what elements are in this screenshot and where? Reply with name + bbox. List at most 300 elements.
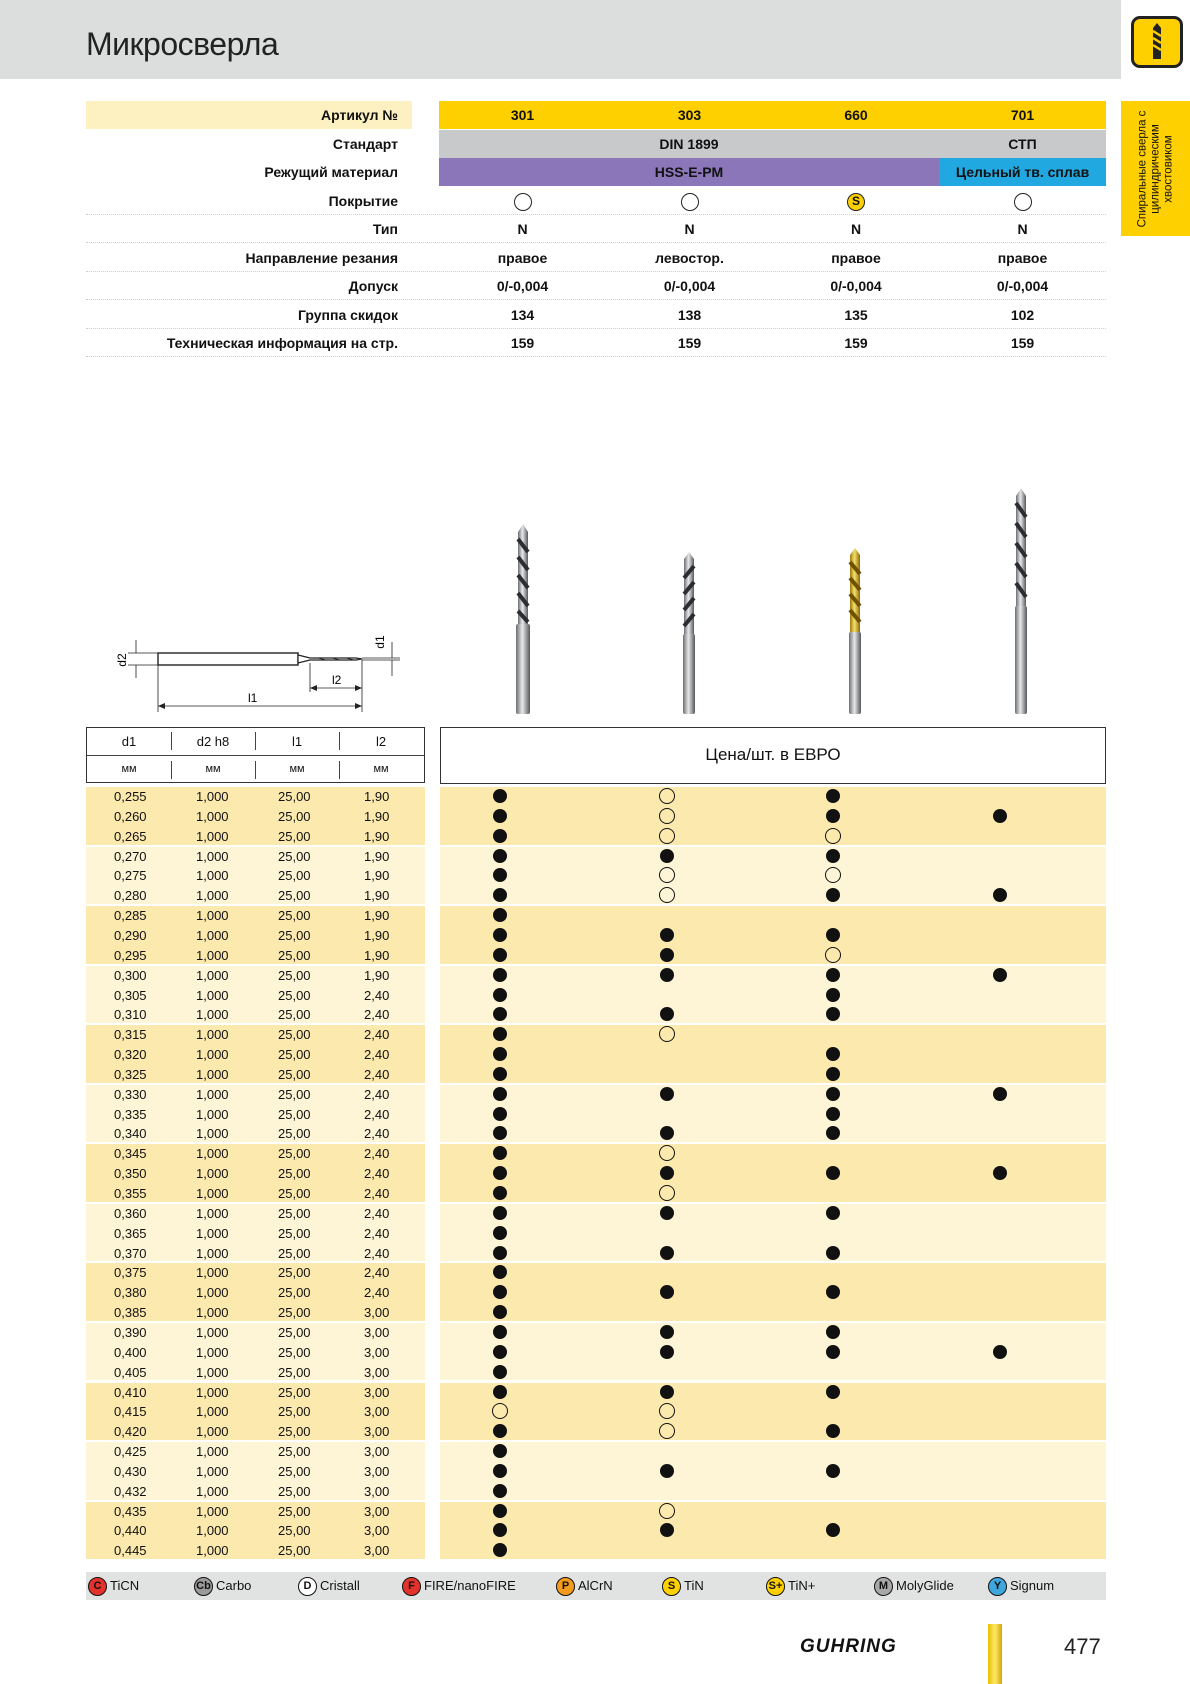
stock-available-icon[interactable] — [493, 1226, 507, 1240]
cell-l1: 25,00 — [278, 1523, 311, 1539]
side-category-tab[interactable] — [1121, 101, 1190, 236]
col-d2: d2 h8 — [196, 734, 230, 749]
type-row — [86, 215, 1106, 243]
stock-available-icon[interactable] — [493, 1146, 507, 1160]
coating-badge-icon: Y — [988, 1577, 1007, 1596]
cell-d2: 1,000 — [196, 927, 229, 943]
cell-d2: 1,000 — [196, 1543, 229, 1559]
stock-available-icon[interactable] — [826, 1206, 840, 1220]
stock-available-icon[interactable] — [493, 1484, 507, 1498]
stock-available-icon[interactable] — [493, 1365, 507, 1379]
available-on-request-icon[interactable] — [659, 1026, 675, 1042]
stock-available-icon[interactable] — [826, 1523, 840, 1537]
cell-d1: 0,435 — [114, 1503, 147, 1519]
cell-d1: 0,280 — [114, 888, 147, 904]
stock-available-icon[interactable] — [826, 988, 840, 1002]
stock-available-icon[interactable] — [493, 1345, 507, 1359]
stock-available-icon[interactable] — [660, 1325, 674, 1339]
cell-l2: 1,90 — [364, 808, 390, 824]
cell-l2: 2,40 — [364, 1225, 390, 1241]
cell-d2: 1,000 — [196, 868, 229, 884]
brand-logo: GUHRING — [800, 1636, 897, 1657]
cell-l2: 3,00 — [364, 1324, 390, 1340]
stock-available-icon[interactable] — [826, 968, 840, 982]
table-row — [86, 1263, 1106, 1282]
table-row — [86, 926, 1106, 945]
cell-d1: 0,405 — [114, 1364, 147, 1380]
stock-available-icon[interactable] — [826, 888, 840, 902]
stock-available-icon[interactable] — [660, 1345, 674, 1359]
cell-d1: 0,385 — [114, 1305, 147, 1321]
cell-d1: 0,270 — [114, 848, 147, 864]
cell-d1: 0,285 — [114, 908, 147, 924]
table-row — [86, 1462, 1106, 1481]
stock-available-icon[interactable] — [493, 1186, 507, 1200]
stock-available-icon[interactable] — [493, 1007, 507, 1021]
tech-info-label: Техническая информация на стр. — [166, 335, 398, 351]
cell-d1: 0,400 — [114, 1344, 147, 1360]
stock-available-icon[interactable] — [660, 1126, 674, 1140]
stock-available-icon[interactable] — [826, 1246, 840, 1260]
table-row — [86, 1541, 1106, 1560]
drill-301-image — [510, 524, 536, 716]
cell-l2: 3,00 — [364, 1503, 390, 1519]
cell-l2: 1,90 — [364, 848, 390, 864]
coating-none-icon — [514, 193, 532, 211]
drill-logo-icon — [1131, 16, 1183, 68]
standard-row — [86, 130, 1106, 158]
stock-available-icon[interactable] — [660, 968, 674, 982]
available-on-request-icon[interactable] — [825, 828, 841, 844]
cell-d2: 1,000 — [196, 1424, 229, 1440]
cell-d2: 1,000 — [196, 1106, 229, 1122]
table-row — [86, 1303, 1106, 1322]
stock-available-icon[interactable] — [993, 809, 1007, 823]
unit-l1: мм — [289, 763, 305, 775]
cell-l2: 1,90 — [364, 927, 390, 943]
article-660: 660 — [844, 107, 868, 123]
stock-available-icon[interactable] — [826, 928, 840, 942]
cell-d1: 0,430 — [114, 1463, 147, 1479]
cell-l1: 25,00 — [278, 1186, 311, 1201]
cell-l1: 25,00 — [278, 1086, 311, 1102]
stock-available-icon[interactable] — [826, 809, 840, 823]
available-on-request-icon[interactable] — [659, 1185, 675, 1201]
stock-available-icon[interactable] — [826, 1325, 840, 1339]
stock-available-icon[interactable] — [493, 1385, 507, 1399]
unit-d2: мм — [205, 763, 221, 775]
stock-available-icon[interactable] — [826, 1424, 840, 1438]
cell-l2: 3,00 — [364, 1305, 390, 1321]
stock-available-icon[interactable] — [660, 948, 674, 962]
cell-l2: 2,40 — [364, 1245, 390, 1261]
cell-l1: 25,00 — [278, 1146, 311, 1162]
cell-l1: 25,00 — [278, 1027, 311, 1043]
available-on-request-icon[interactable] — [659, 887, 675, 903]
cell-d2: 1,000 — [196, 1285, 229, 1301]
stock-available-icon[interactable] — [493, 1265, 507, 1279]
table-row — [86, 1105, 1106, 1124]
cell-d1: 0,425 — [114, 1444, 147, 1460]
discount-row — [86, 301, 1106, 329]
type-value: N — [850, 221, 862, 237]
cell-l2: 3,00 — [364, 1404, 390, 1420]
table-row — [86, 1204, 1106, 1223]
stock-available-icon[interactable] — [660, 1246, 674, 1260]
material-carbide: Цельный тв. сплав — [939, 158, 1106, 186]
direction-value: правое — [997, 250, 1048, 266]
table-row — [86, 1005, 1106, 1024]
unit-l2: мм — [373, 763, 389, 775]
cell-l2: 2,40 — [364, 1166, 390, 1182]
stock-available-icon[interactable] — [826, 1385, 840, 1399]
cell-d1: 0,320 — [114, 1047, 147, 1063]
stock-available-icon[interactable] — [493, 1067, 507, 1081]
cell-l1: 25,00 — [278, 1066, 311, 1082]
available-on-request-icon[interactable] — [659, 808, 675, 824]
available-on-request-icon[interactable] — [659, 788, 675, 804]
cell-l2: 2,40 — [364, 1146, 390, 1162]
side-category-label: Спиральные сверла с цилиндрическим хвостовиком — [1136, 110, 1174, 227]
cell-l1: 25,00 — [278, 1483, 311, 1499]
cell-d1: 0,295 — [114, 947, 147, 963]
cell-l1: 25,00 — [278, 1305, 311, 1321]
legend-item — [874, 1576, 954, 1596]
available-on-request-icon[interactable] — [659, 1145, 675, 1161]
article-301: 301 — [510, 107, 535, 123]
stock-available-icon[interactable] — [660, 1523, 674, 1537]
stock-available-icon[interactable] — [493, 1087, 507, 1101]
cell-d2: 1,000 — [196, 1066, 229, 1082]
stock-available-icon[interactable] — [660, 849, 674, 863]
cell-d2: 1,000 — [196, 1483, 229, 1499]
tolerance-value: 0/-0,004 — [496, 278, 549, 294]
price-header-label: Цена/шт. в ЕВРО — [705, 745, 841, 764]
cell-l2: 1,90 — [364, 888, 390, 904]
tech-info-row — [86, 329, 1106, 357]
cell-l1: 25,00 — [278, 1205, 311, 1221]
stock-available-icon[interactable] — [826, 1107, 840, 1121]
cell-d1: 0,265 — [114, 828, 147, 844]
tech-info-page-link[interactable]: 159 — [677, 335, 702, 351]
standard-label: Стандарт — [332, 136, 398, 152]
stock-available-icon[interactable] — [826, 1067, 840, 1081]
cell-l1: 25,00 — [278, 1166, 311, 1182]
available-on-request-icon[interactable] — [659, 1403, 675, 1419]
cell-l1: 25,00 — [278, 848, 311, 864]
table-row — [86, 886, 1106, 905]
cell-d2: 1,000 — [196, 1265, 229, 1281]
material-row — [86, 158, 1106, 186]
cell-l2: 3,00 — [364, 1364, 390, 1380]
coating-badge-icon: S — [662, 1577, 681, 1596]
available-on-request-icon[interactable] — [659, 1423, 675, 1439]
available-on-request-icon[interactable] — [825, 947, 841, 963]
cell-l1: 25,00 — [278, 1285, 311, 1301]
coating-badge-icon: P — [556, 1577, 575, 1596]
legend-item — [556, 1576, 613, 1596]
stock-available-icon[interactable] — [660, 1464, 674, 1478]
stock-available-icon[interactable] — [493, 1444, 507, 1458]
cell-d2: 1,000 — [196, 848, 229, 864]
cell-l1: 25,00 — [278, 1463, 311, 1479]
legend-label: Signum — [1010, 1578, 1055, 1593]
cell-d2: 1,000 — [196, 1186, 229, 1201]
stock-available-icon[interactable] — [493, 1504, 507, 1518]
stock-available-icon[interactable] — [493, 1305, 507, 1319]
coating-badge-icon: M — [874, 1577, 893, 1596]
stock-available-icon[interactable] — [993, 1087, 1007, 1101]
stock-available-icon[interactable] — [493, 968, 507, 982]
cell-l1: 25,00 — [278, 1106, 311, 1122]
stock-available-icon[interactable] — [660, 928, 674, 942]
stock-available-icon[interactable] — [660, 1285, 674, 1299]
cell-d1: 0,432 — [114, 1483, 147, 1499]
table-row — [86, 1521, 1106, 1540]
table-row — [86, 1283, 1106, 1302]
legend-item — [298, 1576, 360, 1596]
cell-d2: 1,000 — [196, 967, 229, 983]
cell-l1: 25,00 — [278, 1047, 311, 1063]
type-value: N — [1017, 221, 1028, 237]
stock-available-icon[interactable] — [493, 1464, 507, 1478]
cell-l2: 2,40 — [364, 1106, 390, 1122]
cell-d1: 0,335 — [114, 1106, 147, 1122]
table-row — [86, 1343, 1106, 1362]
stock-available-icon[interactable] — [493, 1543, 507, 1557]
tolerance-label: Допуск — [348, 278, 398, 294]
discount-value: 138 — [677, 307, 702, 323]
legend-label: MolyGlide — [896, 1578, 954, 1593]
legend-item — [766, 1576, 815, 1596]
cell-l2: 3,00 — [364, 1424, 390, 1440]
cell-d1: 0,300 — [114, 967, 147, 983]
table-row — [86, 1442, 1106, 1461]
table-row — [86, 1085, 1106, 1104]
stock-available-icon[interactable] — [993, 1345, 1007, 1359]
cell-d2: 1,000 — [196, 1364, 229, 1380]
cell-d2: 1,000 — [196, 828, 229, 844]
cell-l2: 2,40 — [364, 1007, 390, 1023]
table-row — [86, 1065, 1106, 1084]
stock-available-icon[interactable] — [493, 1126, 507, 1140]
article-303: 303 — [677, 107, 702, 123]
stock-available-icon[interactable] — [493, 849, 507, 863]
cell-l2: 1,90 — [364, 789, 390, 804]
tech-info-page-link[interactable]: 159 — [510, 335, 535, 351]
type-value: N — [684, 221, 695, 237]
cell-d1: 0,315 — [114, 1027, 147, 1043]
stock-available-icon[interactable] — [493, 868, 507, 882]
available-on-request-icon[interactable] — [659, 1503, 675, 1519]
stock-available-icon[interactable] — [826, 1126, 840, 1140]
table-row — [86, 966, 1106, 985]
cell-l2: 3,00 — [364, 1384, 390, 1400]
stock-available-icon[interactable] — [826, 1464, 840, 1478]
stock-available-icon[interactable] — [993, 1166, 1007, 1180]
article-row — [86, 101, 1106, 129]
stock-available-icon[interactable] — [993, 968, 1007, 982]
cell-d1: 0,325 — [114, 1066, 147, 1082]
cell-d2: 1,000 — [196, 808, 229, 824]
stock-available-icon[interactable] — [493, 908, 507, 922]
cell-l1: 25,00 — [278, 1245, 311, 1261]
coating-none-icon — [681, 193, 699, 211]
stock-available-icon[interactable] — [493, 809, 507, 823]
stock-available-icon[interactable] — [493, 948, 507, 962]
cell-l1: 25,00 — [278, 908, 311, 924]
cell-l2: 2,40 — [364, 1186, 390, 1201]
cell-l2: 2,40 — [364, 1027, 390, 1043]
stock-available-icon[interactable] — [826, 1087, 840, 1101]
coating-badge-icon: C — [88, 1577, 107, 1596]
table-row — [86, 787, 1106, 806]
cell-d1: 0,420 — [114, 1424, 147, 1440]
stock-available-icon[interactable] — [826, 789, 840, 803]
cell-l1: 25,00 — [278, 1503, 311, 1519]
cell-l1: 25,00 — [278, 868, 311, 884]
page-title: Микросверла — [86, 26, 279, 62]
cell-d1: 0,350 — [114, 1166, 147, 1182]
stock-available-icon[interactable] — [493, 1424, 507, 1438]
coating-row — [86, 187, 1106, 215]
stock-available-icon[interactable] — [493, 1325, 507, 1339]
table-row — [86, 1363, 1106, 1382]
coating-legend — [86, 1572, 1106, 1600]
cell-l1: 25,00 — [278, 828, 311, 844]
cell-l2: 3,00 — [364, 1344, 390, 1360]
discount-value: 102 — [1010, 307, 1035, 323]
stock-available-icon[interactable] — [660, 1007, 674, 1021]
legend-label: TiN+ — [788, 1578, 816, 1593]
drill-660-image — [842, 548, 868, 716]
stock-available-icon[interactable] — [493, 1107, 507, 1121]
stock-available-icon[interactable] — [660, 1087, 674, 1101]
stock-available-icon[interactable] — [826, 1285, 840, 1299]
cell-d1: 0,345 — [114, 1146, 147, 1162]
dimension-table-header — [86, 727, 425, 783]
stock-available-icon[interactable] — [826, 1007, 840, 1021]
page-number: 477 — [1064, 1634, 1101, 1659]
table-row — [86, 1124, 1106, 1143]
legend-label: AlCrN — [578, 1578, 613, 1593]
table-row — [86, 1045, 1106, 1064]
table-row — [86, 1383, 1106, 1402]
cell-d2: 1,000 — [196, 1245, 229, 1261]
table-row — [86, 1224, 1106, 1243]
discount-label: Группа скидок — [298, 307, 398, 323]
stock-available-icon[interactable] — [493, 1246, 507, 1260]
stock-available-icon[interactable] — [660, 1166, 674, 1180]
cell-l1: 25,00 — [278, 1543, 311, 1559]
coating-none-icon — [1014, 193, 1032, 211]
cell-d2: 1,000 — [196, 1007, 229, 1023]
coating-label: Покрытие — [328, 193, 398, 209]
cell-l1: 25,00 — [278, 1364, 311, 1380]
cell-d2: 1,000 — [196, 1146, 229, 1162]
cell-l2: 3,00 — [364, 1543, 390, 1559]
cell-l2: 2,40 — [364, 987, 390, 1003]
legend-label: Cristall — [320, 1578, 360, 1593]
cell-l1: 25,00 — [278, 789, 311, 804]
tolerance-value: 0/-0,004 — [830, 278, 882, 294]
cell-l1: 25,00 — [278, 1424, 311, 1440]
stock-available-icon[interactable] — [493, 829, 507, 843]
stock-available-icon[interactable] — [493, 789, 507, 803]
coating-badge-icon: S+ — [766, 1577, 785, 1596]
coating-badge-icon: D — [298, 1577, 317, 1596]
coating-badge-icon: Cb — [194, 1577, 213, 1596]
tech-info-page-link[interactable]: 159 — [1010, 335, 1035, 351]
available-on-request-icon[interactable] — [659, 867, 675, 883]
stock-available-icon[interactable] — [826, 849, 840, 863]
cell-l1: 25,00 — [278, 927, 311, 943]
legend-item — [402, 1576, 516, 1596]
table-row — [86, 847, 1106, 866]
stock-available-icon[interactable] — [660, 1385, 674, 1399]
stock-available-icon[interactable] — [493, 888, 507, 902]
cell-d1: 0,410 — [114, 1384, 147, 1400]
stock-available-icon[interactable] — [826, 1345, 840, 1359]
cell-l2: 2,40 — [364, 1066, 390, 1082]
cell-d2: 1,000 — [196, 1404, 229, 1420]
cell-l1: 25,00 — [278, 1444, 311, 1460]
legend-item — [88, 1576, 139, 1596]
material-label: Режущий материал — [264, 164, 398, 180]
cell-d2: 1,000 — [196, 1225, 229, 1241]
cell-d2: 1,000 — [196, 1166, 229, 1182]
cell-d2: 1,000 — [196, 987, 229, 1003]
stock-available-icon[interactable] — [993, 888, 1007, 902]
stock-available-icon[interactable] — [493, 1047, 507, 1061]
cell-d1: 0,340 — [114, 1126, 147, 1142]
coating-tin-icon: S — [847, 193, 865, 211]
standard-stp: СТП — [939, 130, 1106, 158]
cell-l2: 1,90 — [364, 967, 390, 983]
cell-d1: 0,360 — [114, 1205, 147, 1221]
stock-available-icon[interactable] — [493, 1523, 507, 1537]
stock-available-icon[interactable] — [493, 1027, 507, 1041]
direction-label: Направление резания — [245, 250, 398, 266]
cell-d1: 0,355 — [114, 1186, 147, 1201]
cell-d1: 0,290 — [114, 927, 147, 943]
cell-l1: 25,00 — [278, 1384, 311, 1400]
stock-available-icon[interactable] — [493, 1206, 507, 1220]
direction-value: правое — [831, 250, 881, 266]
stock-available-icon[interactable] — [493, 988, 507, 1002]
available-on-request-icon[interactable] — [659, 828, 675, 844]
table-row — [86, 866, 1106, 885]
cell-d2: 1,000 — [196, 1324, 229, 1340]
tolerance-value: 0/-0,004 — [996, 278, 1049, 294]
cell-l1: 25,00 — [278, 947, 311, 963]
cell-d2: 1,000 — [196, 789, 229, 804]
stock-available-icon[interactable] — [493, 928, 507, 942]
stock-available-icon[interactable] — [493, 1166, 507, 1180]
available-on-request-icon[interactable] — [492, 1403, 508, 1419]
tech-info-page-link[interactable]: 159 — [844, 335, 868, 351]
table-row — [86, 1244, 1106, 1263]
standard-din: DIN 1899 — [439, 130, 939, 158]
cell-l2: 2,40 — [364, 1126, 390, 1142]
stock-available-icon[interactable] — [826, 1166, 840, 1180]
direction-value: левостор. — [655, 250, 724, 266]
stock-available-icon[interactable] — [660, 1206, 674, 1220]
stock-available-icon[interactable] — [826, 1047, 840, 1061]
article-701: 701 — [1010, 107, 1035, 123]
available-on-request-icon[interactable] — [825, 867, 841, 883]
stock-available-icon[interactable] — [493, 1285, 507, 1299]
